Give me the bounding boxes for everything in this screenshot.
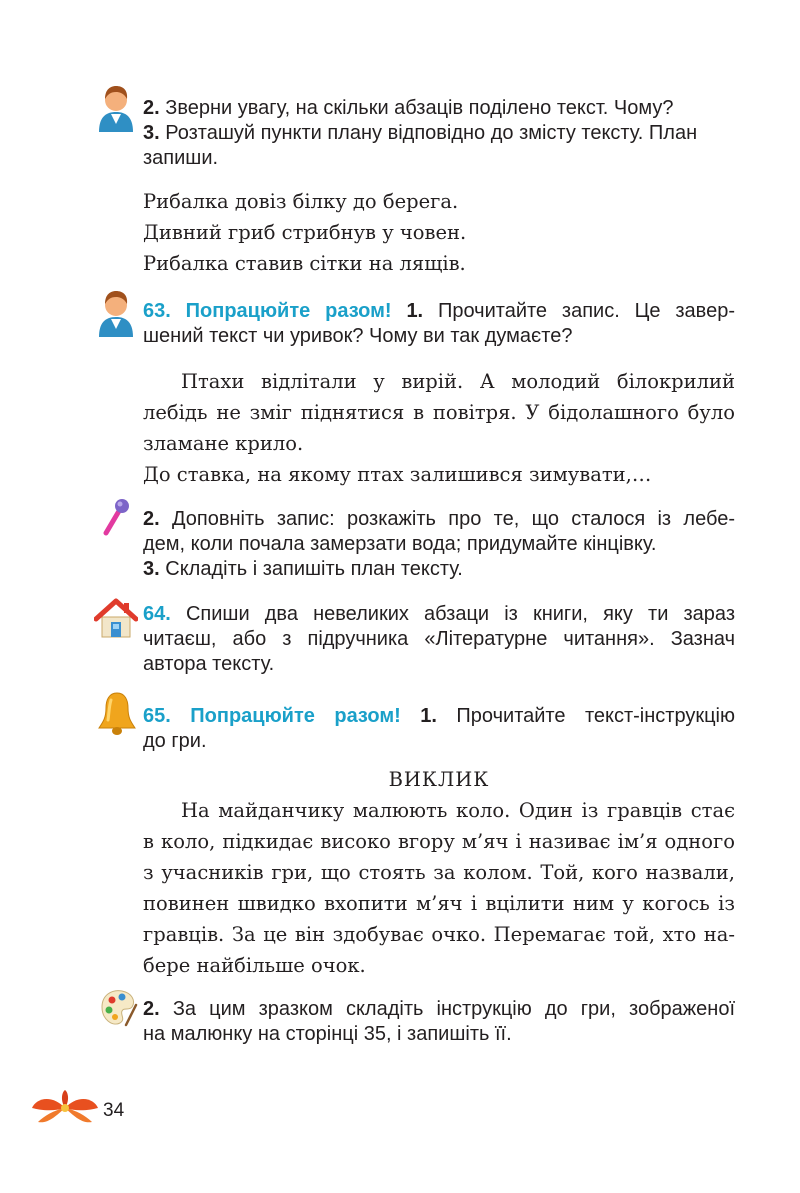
- task-text: Доповніть запис: розкажіть про те, що сталося із лебе-: [172, 508, 735, 530]
- task-number: 2.: [143, 508, 160, 530]
- swan-text: [143, 366, 735, 490]
- exercise-64: [143, 602, 735, 677]
- text-line: в коло, підкидає високо вгору м’яч і називає ім’я одного: [143, 830, 735, 853]
- task-text: до гри.: [143, 730, 207, 752]
- exercise-65-task-2: [143, 997, 735, 1047]
- house-icon: [94, 597, 138, 639]
- exercise-number: 65.: [143, 705, 171, 727]
- text-line: гравців. За це він здобуває очко. Перемагає той, хто на-: [143, 923, 735, 946]
- task-text: читаєш, або з підручника «Літературне читання». Зазнач: [143, 628, 735, 650]
- text-line: зламане крило.: [143, 432, 304, 455]
- task-text: шений текст чи уривок? Чому ви так думаєте?: [143, 325, 573, 347]
- exercise-63: [143, 299, 735, 349]
- task-text: Спиши два невеликих абзаци із книги, яку ти зараз: [185, 603, 735, 625]
- text-line: На майданчику малюють коло. Один із гравців стає: [181, 799, 735, 822]
- task-text: Прочитайте запис. Це завер-: [437, 300, 735, 322]
- exercise-lead: Попрацюйте разом!: [190, 705, 401, 727]
- task-number: 1.: [420, 705, 437, 727]
- plan-list: [143, 186, 735, 279]
- exercise-number: 64.: [143, 603, 171, 625]
- page-number: 34: [103, 1100, 125, 1121]
- exercise-number: 63.: [143, 300, 171, 322]
- text-line: лебідь не зміг піднятися в повітря. У бідолашного було: [143, 401, 735, 424]
- game-title: ВИКЛИК: [388, 768, 490, 791]
- text-line: До ставка, на якому птах залишився зимувати,…: [143, 463, 652, 486]
- text-line: Птахи відлітали у вирій. А молодий білокрилий: [181, 370, 735, 393]
- question-number: 3.: [143, 122, 160, 144]
- exercise-65: [143, 704, 735, 754]
- task-text: на малюнку на сторінці 35, і запишіть її.: [143, 1023, 512, 1045]
- task-number: 3.: [143, 558, 160, 580]
- task-number: 1.: [406, 300, 424, 322]
- plan-item: Рибалка ставив сітки на лящів.: [143, 252, 466, 275]
- task-text: Складіть і запишіть план тексту.: [165, 558, 463, 580]
- task-text: За цим зразком складіть інструкцію до гри, зображеної: [172, 998, 735, 1020]
- question-text: Зверни увагу, на скільки абзаців поділено текст. Чому?: [165, 97, 674, 119]
- block-questions-1: [143, 96, 735, 171]
- text-line: з учасників гри, що стоять за колом. Той, кого назвали,: [143, 861, 735, 884]
- pupil-icon: [97, 84, 135, 132]
- microphone-icon: [100, 497, 130, 537]
- exercise-63-tasks: [143, 507, 735, 582]
- pupil-icon: [97, 289, 135, 337]
- game-text: [143, 764, 735, 981]
- task-text: дем, коли почала замерзати вода; придумайте кінцівку.: [143, 533, 657, 555]
- plan-item: Рибалка довіз білку до берега.: [143, 190, 459, 213]
- plan-item: Дивний гриб стрибнув у човен.: [143, 221, 467, 244]
- task-number: 2.: [143, 998, 160, 1020]
- task-text: автора тексту.: [143, 653, 275, 675]
- question-number: 2.: [143, 97, 160, 119]
- text-line: повинен швидко вхопити м’яч і вцілити ним у когось із: [143, 892, 735, 915]
- palette-icon: [96, 985, 138, 1029]
- exercise-lead: Попрацюйте разом!: [185, 300, 392, 322]
- flower-ornament-icon: [30, 1088, 100, 1128]
- task-text: Прочитайте текст-інструкцію: [456, 705, 735, 727]
- question-text: запиши.: [143, 147, 219, 169]
- text-line: бере найбільше очок.: [143, 954, 366, 977]
- question-text: Розташуй пункти плану відповідно до змісту тексту. План: [165, 122, 698, 144]
- bell-icon: [96, 690, 138, 736]
